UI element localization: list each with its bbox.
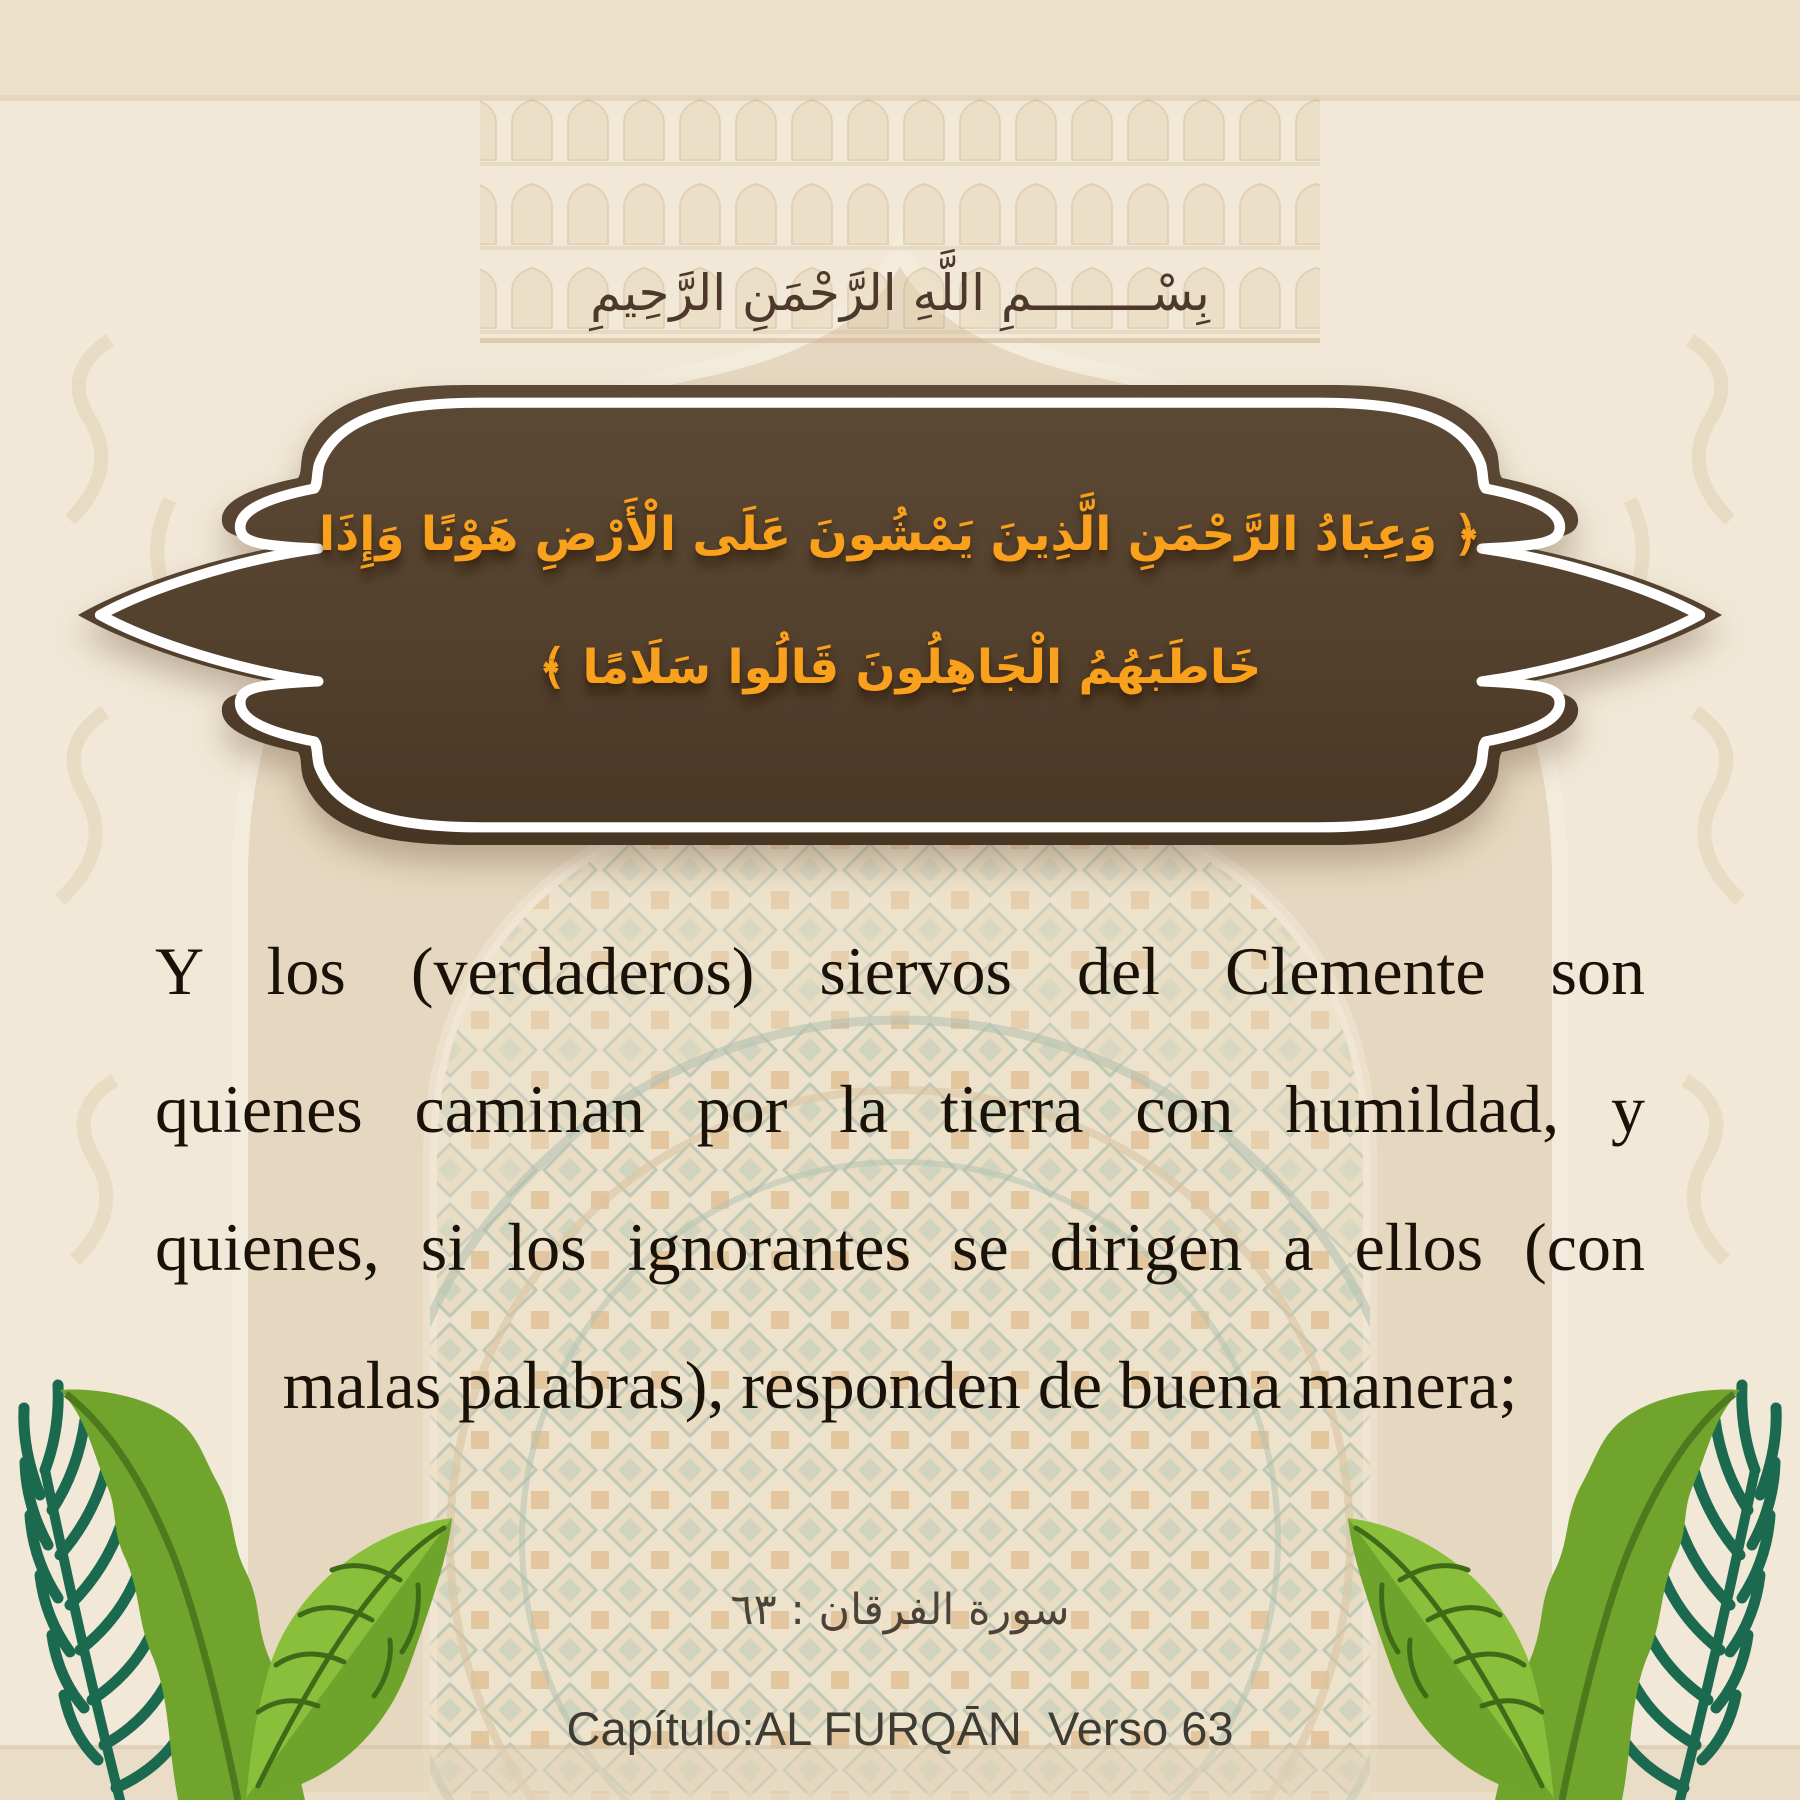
leaf-cluster-left: [24, 1385, 452, 1800]
translation-line: malas palabras), responden de buena manera;: [282, 1347, 1518, 1423]
verse-arabic-line-1: ﴿ وَعِبَادُ الرَّحْمَنِ الَّذِينَ يَمْشُونَ عَلَى الْأَرْضِ هَوْنًا وَإِذَا: [319, 507, 1481, 562]
leaf-cluster-right: [1348, 1385, 1776, 1800]
verse-arabic-line-2: خَاطَبَهُمُ الْجَاهِلُونَ قَالُوا سَلَامًا ﴾: [538, 640, 1262, 695]
translation-line: Y los (verdaderos) siervos del Clemente son: [155, 933, 1645, 1009]
translation-line: quienes caminan por la tierra con humildad, y: [155, 1071, 1645, 1147]
bismillah-calligraphy: بِسْــــــــمِ اللَّهِ الرَّحْمَنِ الرَّحِيمِ: [590, 264, 1210, 322]
surah-reference-arabic: سورة الفرقان : ٦٣: [730, 1585, 1070, 1635]
translation-line: quienes, si los ignorantes se dirigen a ellos (con: [155, 1209, 1645, 1285]
chapter-verse-reference: Capítulo:AL FURQĀN Verso 63: [566, 1702, 1234, 1755]
